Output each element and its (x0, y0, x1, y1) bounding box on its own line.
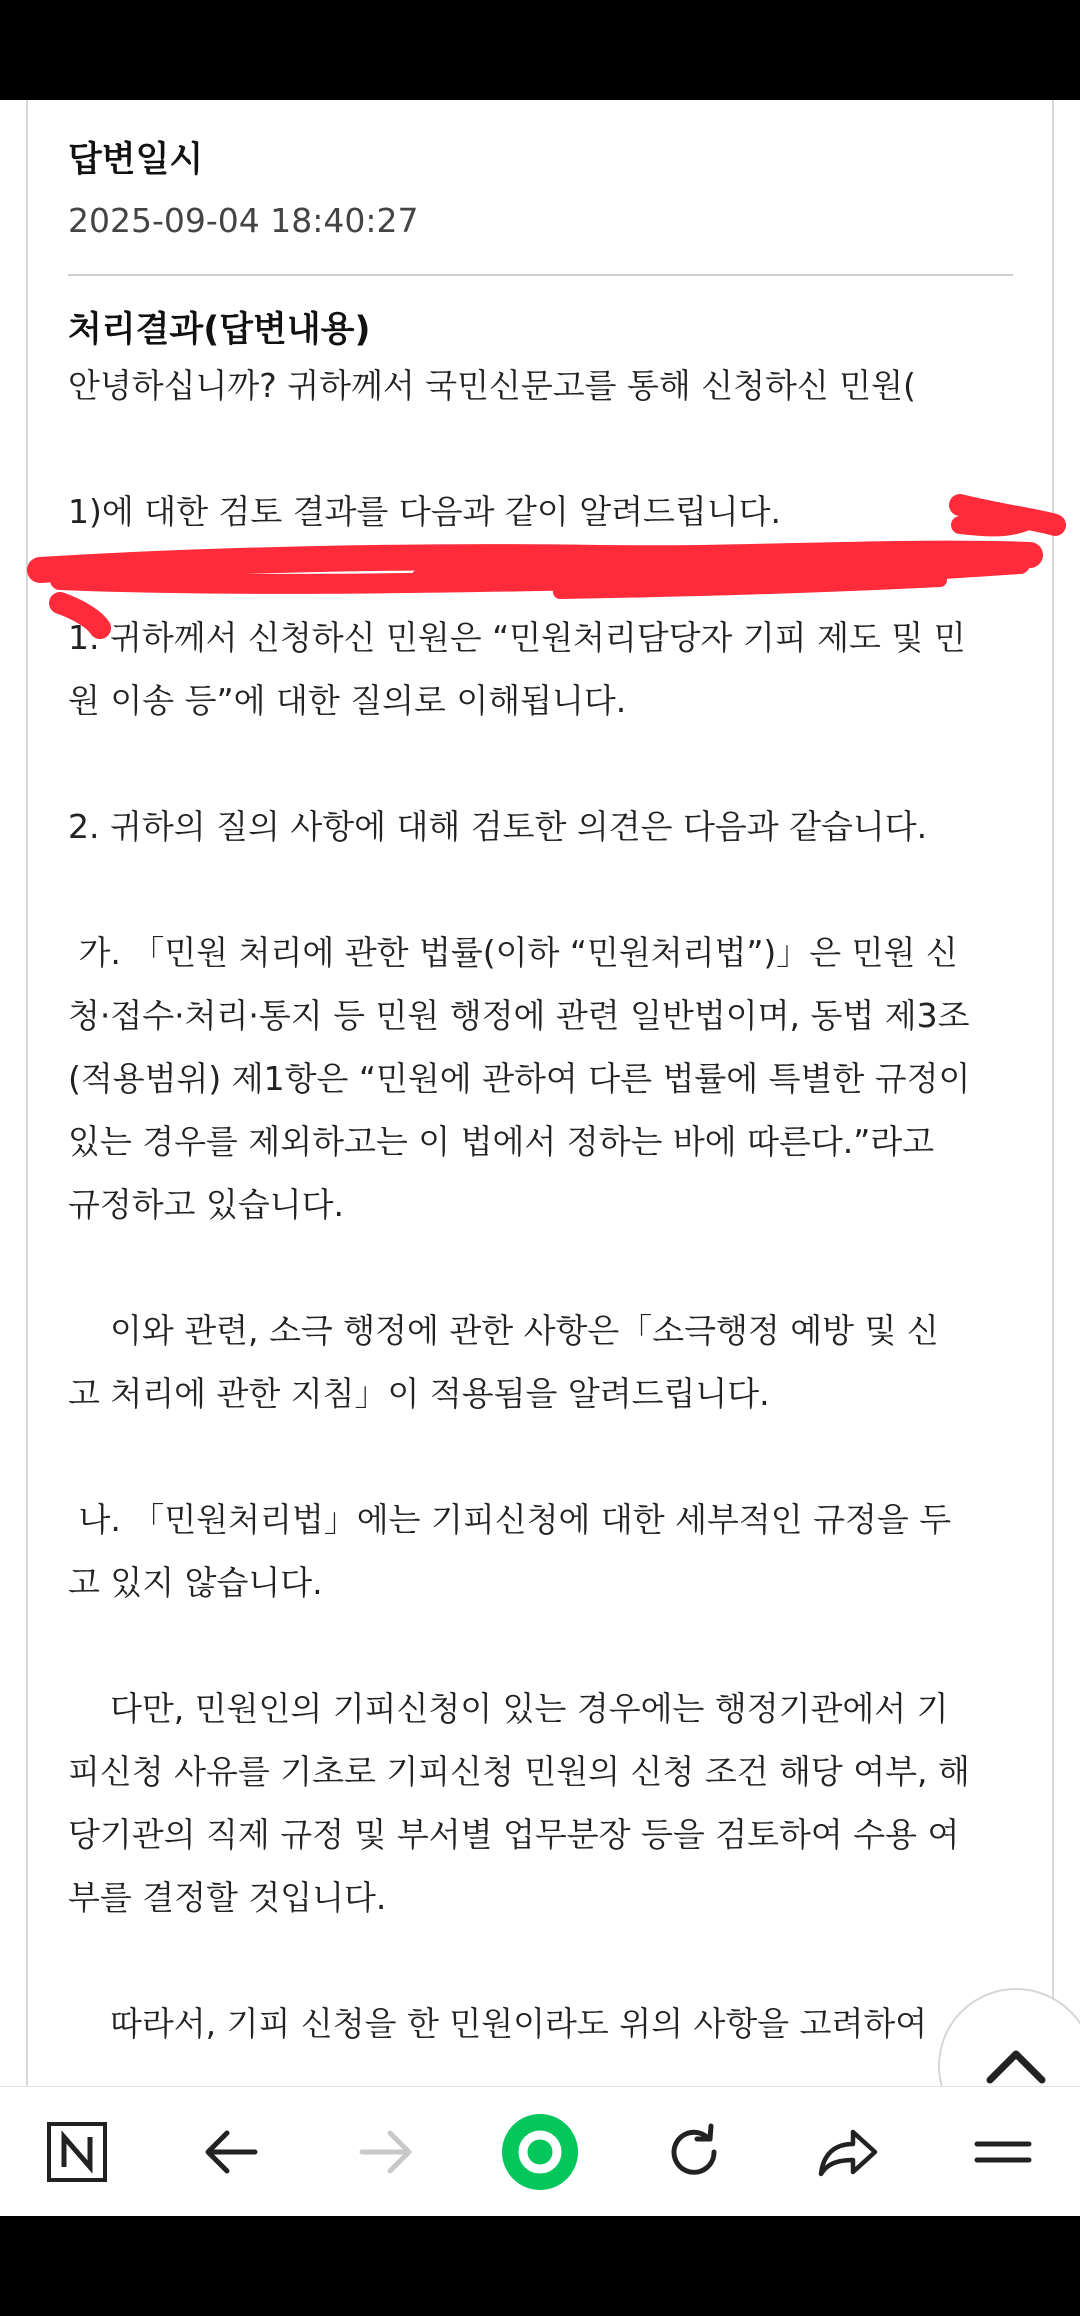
hamburger-menu-icon (973, 2132, 1033, 2172)
naver-n-icon (46, 2121, 108, 2183)
arrow-left-icon (201, 2127, 261, 2177)
result-line: 고 처리에 관한 지침」이 적용됨을 알려드립니다. (68, 1374, 770, 1413)
result-line: 원 이송 등”에 대한 질의로 이해됩니다. (68, 681, 627, 720)
result-line: 가. 「민원 처리에 관한 법률(이하 “민원처리법”)」은 민원 신 (68, 933, 958, 972)
menu-button[interactable] (958, 2107, 1048, 2197)
blank-line (68, 1614, 1018, 1677)
result-line: 다만, 민원인의 기피신청이 있는 경우에는 행정기관에서 기 (68, 1689, 949, 1728)
web-page (0, 100, 1080, 2186)
chevron-up-icon (984, 2046, 1048, 2086)
result-line: 당기관의 직제 규정 및 부서별 업무분장 등을 검토하여 수용 여 (68, 1815, 960, 1854)
answer-date-label: 답변일시 (68, 140, 204, 180)
blank-line (68, 1236, 1018, 1299)
result-line: 따라서, 기피 신청을 한 민원이라도 위의 사항을 고려하여 (68, 2004, 928, 2043)
result-line: 규정하고 있습니다. (68, 1185, 345, 1224)
back-button[interactable] (186, 2107, 276, 2197)
refresh-button[interactable] (649, 2107, 739, 2197)
result-line: 1. 귀하께서 신청하신 민원은 “민원처리담당자 기피 제도 및 민 (68, 618, 966, 657)
green-dot-button[interactable] (495, 2107, 585, 2197)
status-bar (0, 0, 1080, 100)
blank-line (68, 858, 1018, 921)
result-line: 부를 결정할 것입니다. (68, 1878, 387, 1917)
result-line: 피신청 사유를 기초로 기피신청 민원의 신청 조건 해당 여부, 해 (68, 1752, 970, 1791)
divider (68, 274, 1013, 276)
naver-home-button[interactable] (32, 2107, 122, 2197)
result-line: 청·접수·처리·통지 등 민원 행정에 관련 일반법이며, 동법 제3조 (68, 996, 970, 1035)
result-line: 2. 귀하의 질의 사항에 대해 검토한 의견은 다음과 같습니다. (68, 807, 928, 846)
refresh-icon (664, 2122, 724, 2182)
blank-line (68, 417, 1018, 480)
arrow-right-icon (356, 2127, 416, 2177)
result-line: 나. 「민원처리법」에는 기피신청에 대한 세부적인 규정을 두 (68, 1500, 952, 1539)
share-icon (817, 2124, 881, 2180)
answer-date-value: 2025-09-04 18:40:27 (68, 201, 419, 240)
blank-line (68, 732, 1018, 795)
result-line: 이와 관련, 소극 행정에 관한 사항은「소극행정 예방 및 신 (68, 1311, 939, 1350)
result-body (68, 354, 1018, 2055)
blank-line (68, 1929, 1018, 1992)
result-label: 처리결과(답변내용) (68, 310, 371, 350)
result-line: 고 있지 않습니다. (68, 1563, 323, 1602)
result-line: 있는 경우를 제외하고는 이 법에서 정하는 바에 따른다.”라고 (68, 1122, 935, 1161)
blank-line (68, 1425, 1018, 1488)
result-line: 안녕하십니까? 귀하께서 국민신문고를 통해 신청하신 민원( (68, 366, 916, 405)
answer-content (68, 136, 1018, 2055)
forward-button[interactable] (341, 2107, 431, 2197)
browser-nav-bar (0, 2086, 1080, 2217)
result-line: (적용범위) 제1항은 “민원에 관하여 다른 법률에 특별한 규정이 (68, 1059, 971, 1098)
blank-line (68, 543, 1018, 606)
result-line: 1)에 대한 검토 결과를 다음과 같이 알려드립니다. (68, 492, 781, 531)
green-circle-icon (500, 2112, 580, 2192)
system-bottom-bar (0, 2216, 1080, 2316)
share-button[interactable] (804, 2107, 894, 2197)
